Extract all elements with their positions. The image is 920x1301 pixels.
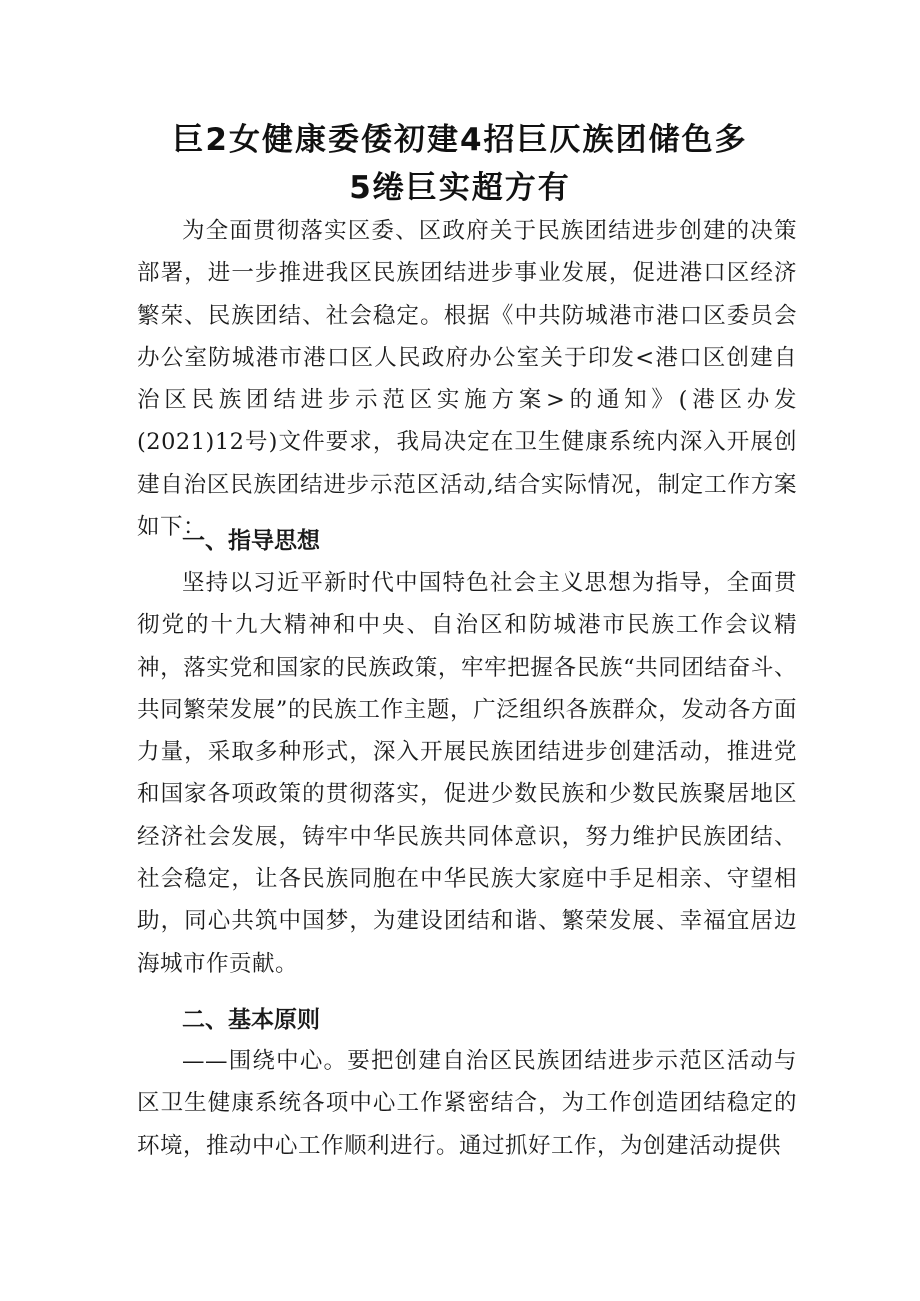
section-heading-guiding-ideology: 一、指导思想 [182,528,320,554]
guiding-ideology-paragraph: 坚持以习近平新时代中国特色社会主义思想为指导，全面贯彻党的十九大精神和中央、自治区和防城港市民族工作会议精神，落实党和国家的民族政策，牢牢把握各民族“共同团结奋斗、共同繁荣发展”的民族工作主题，广泛组织各族群众，发动各方面力量，采取多种形式，深入开展民族团结进步创建活动，推进党和国家各项政策的贯彻落实，促进少数民族和少数民族聚居地区经济社会发展，铸牢中华民族共同体意识，努力维护民族团结、社会稳定，让各民族同胞在中华民族大家庭中手足相亲、守望相助，同心共筑中国梦，为建设团结和谐、繁荣发展、幸福宜居边海城市作贡献。 [137,570,797,977]
intro-paragraph: 为全面贯彻落实区委、区政府关于民族团结进步创建的决策部署，进一步推进我区民族团结进步事业发展，促进港口区经济繁荣、民族团结、社会稳定。根据《中共防城港市港口区委员会办公室防城港市港口区人民政府办公室关于印发<港口区创建自治区民族团结进步示范区实施方案>的通知》(港区办发(2021)12号)文件要求，我局决定在卫生健康系统内深入开展创建自治区民族团结进步示范区活动,结合实际情况，制定工作方案如下： [137,218,797,541]
document-title-line-2: 5绻巨实超方有 [349,170,571,206]
document-title-line-1: 巨2女健康委倭初建4招巨仄族团储色多 [172,122,748,158]
basic-principles-paragraph: ——围绕中心。要把创建自治区民族团结进步示范区活动与区卫生健康系统各项中心工作紧密结合，为工作创造团结稳定的环境，推动中心工作顺利进行。通过抓好工作，为创建活动提供 [137,1048,797,1159]
section-heading-basic-principles: 二、基本原则 [182,1007,320,1033]
